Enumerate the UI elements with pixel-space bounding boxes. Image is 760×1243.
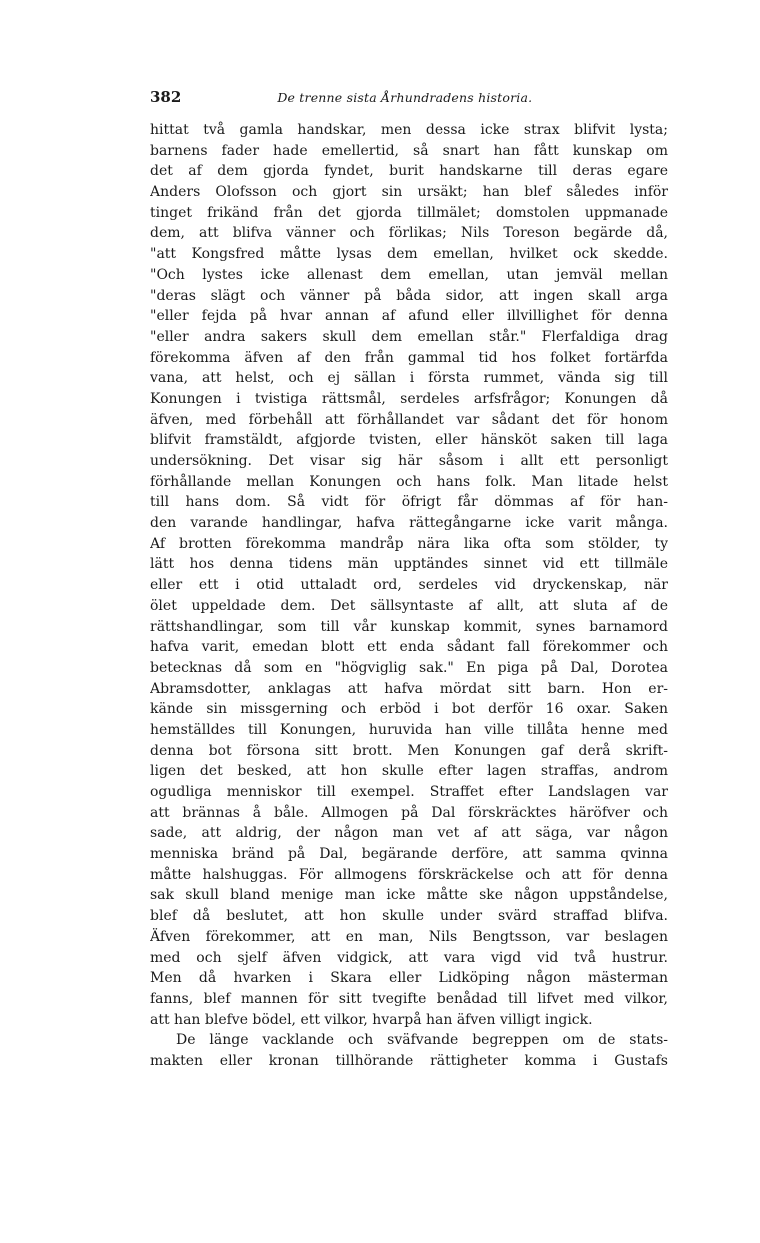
- text-line: Anders Olofsson och gjort sin ursäkt; han blef således inför: [150, 184, 668, 201]
- text-line: hafva varit, emedan blott ett enda sådant fall förekommer och: [150, 639, 668, 656]
- text-line: ölet uppeldade dem. Det sällsyntaste af allt, att sluta af de: [150, 597, 668, 614]
- text-line: makten eller kronan tillhörande rättigheter komma i Gustafs: [150, 1052, 668, 1069]
- text-line: till hans dom. Så vidt för öfrigt får dömmas af för han-: [150, 494, 668, 511]
- text-line: denna bot försona sitt brott. Men Konungen gaf derå skrift-: [150, 742, 668, 759]
- page-header: [150, 88, 670, 112]
- text-line: Af brotten förekomma mandråp nära lika ofta som stölder, ty: [150, 535, 668, 552]
- text-line: äfven, med förbehåll att förhållandet var sådant det för honom: [150, 411, 668, 428]
- text-line: tinget frikänd från det gjorda tillmälet; domstolen uppmanade: [150, 204, 668, 221]
- text-line: "deras slägt och vänner på båda sidor, att ingen skall arga: [150, 287, 668, 304]
- text-line: undersökning. Det visar sig här såsom i allt ett personligt: [150, 453, 668, 469]
- text-line: vana, att helst, och ej sällan i första rummet, vända sig till: [150, 370, 668, 387]
- text-line: rättshandlingar, som till vår kunskap kommit, synes barnamord: [150, 618, 668, 635]
- text-line: Men då hvarken i Skara eller Lidköping någon mästerman: [150, 970, 668, 987]
- text-line: "att Kongsfred måtte lysas dem emellan, hvilket ock skedde.: [150, 246, 668, 263]
- text-line: förekomma äfven af den från gammal tid hos folket fortärfda: [150, 349, 668, 366]
- text-line: menniska bränd på Dal, begärande derföre, att samma qvinna: [150, 846, 668, 863]
- text-line: "eller fejda på hvar annan af afund eller illvillighet för denna: [150, 308, 668, 325]
- text-line: hemställdes till Konungen, huruvida han ville tillåta henne med: [150, 721, 668, 738]
- text-line: ligen det besked, att hon skulle efter lagen straffas, androm: [150, 763, 668, 780]
- text-line: "eller andra sakers skull dem emellan står." Flerfaldiga drag: [150, 328, 668, 345]
- text-line: sade, att aldrig, der någon man vet af att säga, var någon: [150, 825, 668, 842]
- text-line: att brännas å båle. Allmogen på Dal förskräcktes häröfver och: [150, 804, 668, 821]
- text-line: Abramsdotter, anklagas att hafva mördat sitt barn. Hon er-: [150, 680, 668, 697]
- text-line: förhållande mellan Konungen och hans folk. Man litade helst: [150, 473, 668, 490]
- text-line: barnens fader hade emellertid, så snart han fått kunskap om: [150, 142, 668, 159]
- text-line: måtte halshuggas. För allmogens förskräckelse och att för denna: [150, 866, 668, 883]
- text-line: ogudliga menniskor till exempel. Straffet efter Landslagen var: [150, 784, 668, 800]
- text-line: fanns, blef mannen för sitt tvegifte benådad till lifvet med vilkor,: [150, 990, 668, 1007]
- text-line: dem, att blifva vänner och förlikas; Nils Toreson begärde då,: [150, 225, 668, 242]
- text-line: kände sin missgerning och erböd i bot derför 16 oxar. Saken: [150, 701, 668, 718]
- body-text: [150, 120, 668, 1072]
- text-line: det af dem gjorda fyndet, burit handskarne till deras egare: [150, 163, 668, 180]
- text-line: eller ett i otid uttaladt ord, serdeles vid dryckenskap, när: [150, 577, 668, 594]
- text-line: betecknas då som en "högviglig sak." En piga på Dal, Dorotea: [150, 659, 668, 676]
- text-line: blifvit framstäldt, afgjorde tvisten, eller hänsköt saken till laga: [150, 432, 668, 449]
- text-line: Konungen i tvistiga rättsmål, serdeles arfsfrågor; Konungen då: [150, 390, 668, 407]
- text-line: att han blefve bödel, ett vilkor, hvarpå han äfven villigt ingick.: [150, 1011, 593, 1028]
- text-line: med och sjelf äfven vidgick, att vara vigd vid två hustrur.: [150, 949, 668, 966]
- text-line: lätt hos denna tidens män upptändes sinnet vid ett tillmäle: [150, 556, 668, 573]
- running-title: De trenne sista Århundradens historia.: [277, 90, 533, 105]
- text-line: den varande handlingar, hafva rättegångarne icke varit många.: [150, 515, 668, 532]
- page-number: 382: [150, 88, 182, 106]
- paragraph-start-line: De länge vacklande och sväfvande begreppen om de stats-: [176, 1032, 668, 1049]
- text-line: sak skull bland menige man icke måtte ske någon uppståndelse,: [150, 887, 668, 904]
- text-line: hittat två gamla handskar, men dessa icke strax blifvit lysta;: [150, 122, 668, 138]
- text-line: blef då beslutet, att hon skulle under svärd straffad blifva.: [150, 908, 668, 925]
- text-line: Äfven förekommer, att en man, Nils Bengtsson, var beslagen: [150, 928, 668, 945]
- text-line: "Och lystes icke allenast dem emellan, utan jemväl mellan: [150, 266, 668, 283]
